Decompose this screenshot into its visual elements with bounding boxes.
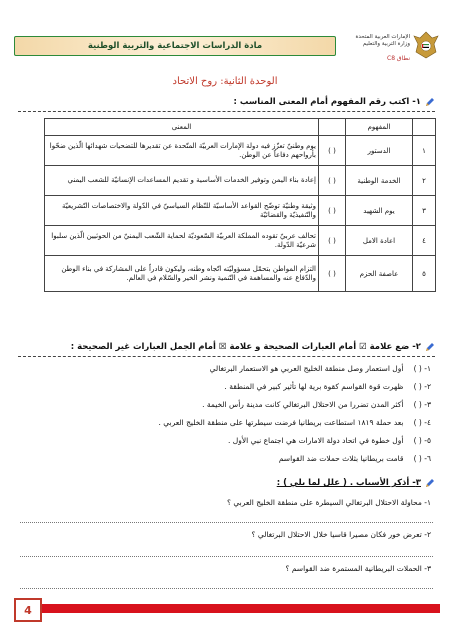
row-concept: الخدمة الوطنية: [346, 166, 413, 196]
table-row: [45, 226, 436, 256]
reason-question: ٢- تعرض خور فكان مصيرا قاسيا خلال الاحتلال البرتغالي ؟: [251, 530, 431, 539]
row-meaning: يوم وطنيّ تعزّز فيه دولة الإمارات العربيّة المتّحدة عن تقديرها للتضحيات شهدائها الّذين ضحّوا بأرواحهم دفاعاً عن الوطن.: [45, 136, 319, 166]
row-meaning: تحالف عربيّ تقوده المملكة العربيّة السّعوديّة لحماية الشّعب اليمنيّ من الحوثيين الّذين سلبوا شرعيّة الدّولة.: [45, 226, 319, 256]
table-row: [45, 166, 436, 196]
table-row: [45, 136, 436, 166]
footer-bar: [38, 604, 440, 613]
header-meaning: المعنى: [45, 119, 319, 136]
row-meaning: وثيقة وطنيّة توضّح القواعد الأساسيّة للنّظام السياسيّ في الدّولة والاختصاصات التّشريعيّة والتّنفيذيّة والقضائيّة: [45, 196, 319, 226]
answer-line[interactable]: [20, 522, 433, 523]
section3-heading: ٣- أذكر الأسباب . ( علل لما يلي ) :: [277, 478, 435, 488]
subject-title: مادة الدراسات الاجتماعية والتربية الوطنية: [87, 41, 263, 51]
tf-item: ٤- ( ) بعد حملة ١٨١٩ استطاعت بريطانيا فرضت سيطرتها على منطقة الخليج العربي .: [158, 418, 431, 427]
answer-blank[interactable]: ( ): [413, 454, 422, 463]
answer-blank[interactable]: ( ): [413, 382, 422, 391]
table-row: [45, 256, 436, 292]
row-number: ٣: [413, 196, 436, 226]
section1-heading: ١- اكتب رقم المفهوم أمام المعنى المناسب :: [234, 97, 435, 107]
answer-blank[interactable]: ( ): [319, 136, 346, 166]
ministry-name: [340, 34, 410, 48]
reason-question: ١- محاولة الاحتلال البرتغالي السيطرة على منطقة الخليج العربي ؟: [227, 498, 431, 507]
answer-blank[interactable]: ( ): [413, 418, 422, 427]
tf-item: ٣- ( ) أكثر المدن تضررا من الاحتلال البرتغالي كانت مدينة رأس الخيمة .: [202, 400, 431, 409]
row-concept: اعادة الامل: [346, 226, 413, 256]
header-concept: المفهوم: [346, 119, 413, 136]
table-row: [45, 196, 436, 226]
row-number: ١: [413, 136, 436, 166]
subject-banner: [14, 36, 336, 56]
answer-blank[interactable]: ( ): [413, 400, 422, 409]
header-number: [413, 119, 436, 136]
answer-blank[interactable]: ( ): [319, 226, 346, 256]
row-meaning: التزام المواطن بتحمّل مسؤوليّته اتّجاه وطنه، وليكون قادراً على المشاركة في بناء الوطن والدّفاع عنه والمساهمة في التّنمية ونشر الخير والسّلام في العالم.: [45, 256, 319, 292]
answer-blank[interactable]: ( ): [413, 436, 422, 445]
answer-blank[interactable]: ( ): [319, 256, 346, 292]
ministry-line-1: الإمارات العربية المتحدة: [355, 34, 410, 40]
answer-line[interactable]: [20, 556, 433, 557]
row-number: ٥: [413, 256, 436, 292]
tf-item: ٥- ( ) أول خطوة في اتحاد دولة الامارات هي اجتماع نبي الأول .: [228, 436, 431, 445]
row-number: ٤: [413, 226, 436, 256]
row-concept: عاصفة الحزم: [346, 256, 413, 292]
unit-title: الوحدة الثانية: روح الاتحاد: [172, 76, 278, 87]
pencil-icon: [425, 342, 435, 352]
answer-blank[interactable]: ( ): [319, 196, 346, 226]
answer-blank[interactable]: ( ): [319, 166, 346, 196]
page-number: 4: [14, 598, 42, 622]
section2-heading: ٢- ضع علامة ☑ أمام العبارات الصحيحة و علامة ☒ أمام الجمل العبارات غير الصحيحة :: [71, 342, 435, 352]
ministry-line-2: وزارة التربية والتعليم: [362, 41, 410, 47]
tf-item: ٦- ( ) قامت بريطانيا بثلاث حملات ضد القواسم: [278, 454, 431, 463]
pencil-icon: [425, 478, 435, 488]
tf-item: ٢- ( ) ظهرت قوة القواسم كقوة برية لها تأثير كبير في المنطقة .: [224, 382, 431, 391]
section2-divider: [18, 356, 435, 357]
tf-item: ١- ( ) أول استعمار وصل منطقة الخليج العربي هو الاستعمار البرتغالي: [209, 364, 431, 373]
row-concept: الدستور: [346, 136, 413, 166]
row-concept: يوم الشهيد: [346, 196, 413, 226]
answer-blank[interactable]: ( ): [413, 364, 422, 373]
uae-emblem-icon: [412, 30, 440, 60]
row-number: ٢: [413, 166, 436, 196]
term-label: نطاق C8: [387, 55, 410, 62]
header-blank: [319, 119, 346, 136]
table-header-row: [45, 119, 436, 136]
reason-question: ٣- الحملات البريطانية المستمرة ضد القواسم ؟: [285, 564, 431, 573]
answer-line[interactable]: [20, 588, 433, 589]
matching-table: [44, 118, 436, 292]
row-meaning: إعادة بناء اليمن وتوفير الخدمات الأساسية و تقديم المساعدات الإنسانيّة للشعب اليمني: [45, 166, 319, 196]
pencil-icon: [425, 97, 435, 107]
section1-divider: [18, 111, 435, 112]
